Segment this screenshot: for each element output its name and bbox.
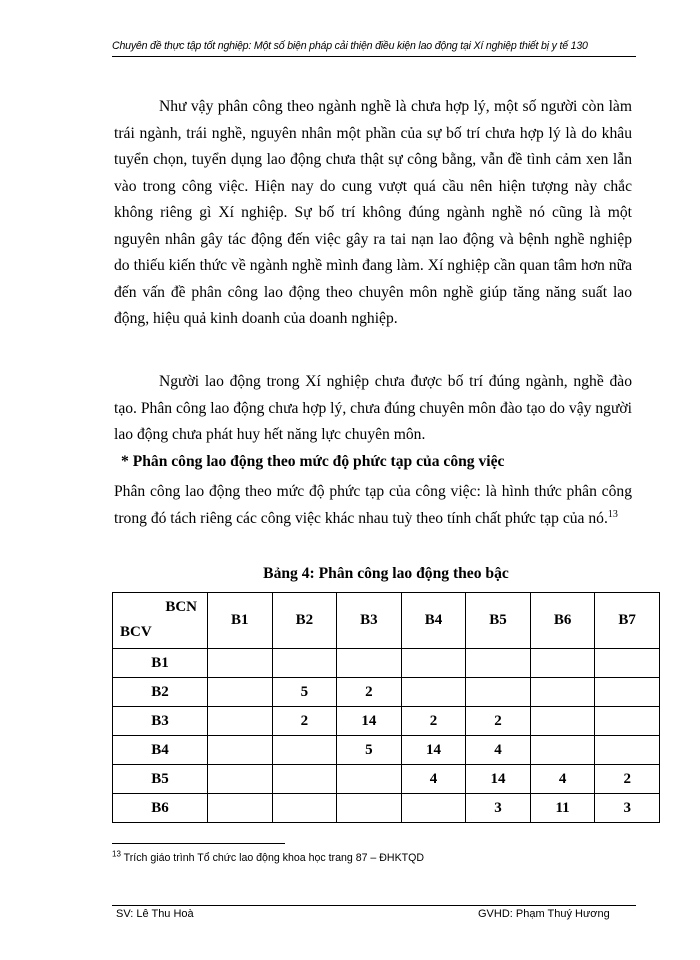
table-cell (272, 649, 337, 678)
paragraph-3-text: Phân công lao động theo mức độ phức tạp của công việc: là hình thức phân công trong đó tách riêng các công việc khác nhau tuỳ theo tính chất phức tạp của nó. (114, 483, 632, 527)
table-cell: 2 (401, 707, 466, 736)
table-cell: 11 (530, 794, 595, 823)
table-cell: 14 (337, 707, 402, 736)
table-cell: 4 (401, 765, 466, 794)
table-cell (208, 765, 273, 794)
row-header: B5 (113, 765, 208, 794)
row-header: B3 (113, 707, 208, 736)
table-cell (466, 649, 531, 678)
column-header: B3 (337, 593, 402, 649)
table-cell (595, 678, 660, 707)
corner-label-bcn: BCN (165, 599, 197, 615)
table-cell (272, 765, 337, 794)
column-header: B5 (466, 593, 531, 649)
paragraph-3 (114, 479, 632, 532)
table-cell (595, 649, 660, 678)
column-header: B6 (530, 593, 595, 649)
footer-student: SV: Lê Thu Hoà (116, 908, 194, 920)
table-cell: 14 (401, 736, 466, 765)
table-cell (337, 794, 402, 823)
table-row (113, 678, 660, 707)
footnote-text: Trích giáo trình Tổ chức lao động khoa học trang 87 – ĐHKTQD (120, 852, 424, 864)
table-caption: Bảng 4: Phân công lao động theo bậc (263, 565, 509, 582)
footnote-reference[interactable]: 13 (607, 508, 618, 520)
table-cell: 2 (337, 678, 402, 707)
table-cell: 2 (272, 707, 337, 736)
labor-grade-table (112, 592, 660, 823)
table-cell (530, 736, 595, 765)
table-cell: 4 (530, 765, 595, 794)
column-header: B7 (595, 593, 660, 649)
section-subheading: * Phân công lao động theo mức độ phức tạp của công việc (121, 453, 505, 470)
table-cell: 4 (466, 736, 531, 765)
row-header: B2 (113, 678, 208, 707)
column-header: B1 (208, 593, 273, 649)
table-row (113, 794, 660, 823)
footnote-number: 13 (112, 849, 121, 859)
footer-rule (112, 905, 636, 906)
row-header: B1 (113, 649, 208, 678)
table-cell: 2 (466, 707, 531, 736)
table-cell (208, 678, 273, 707)
footnote (112, 849, 424, 864)
table-cell (530, 707, 595, 736)
running-header: Chuyên đề thực tập tốt nghiệp: Một số biện pháp cải thiện điều kiện lao động tại Xí nghiệp thiết bị y tế 130 (112, 40, 588, 52)
table-cell (272, 736, 337, 765)
table-cell (401, 794, 466, 823)
table-cell (208, 707, 273, 736)
footnote-rule (112, 843, 285, 844)
corner-label-bcv: BCV (120, 624, 152, 640)
table-cell (272, 794, 337, 823)
footer-advisor: GVHD: Phạm Thuý Hương (478, 908, 610, 920)
paragraph-2: Người lao động trong Xí nghiệp chưa được bố trí đúng ngành, nghề đào tạo. Phân công lao động chưa hợp lý, chưa đúng chuyên môn đào tạo do vậy người lao động chưa phát huy hết năng lực chuyên môn. (114, 373, 632, 443)
table-cell (466, 678, 531, 707)
table-row (113, 765, 660, 794)
table-cell: 3 (466, 794, 531, 823)
column-header: B4 (401, 593, 466, 649)
table-row (113, 707, 660, 736)
table-header-row (113, 593, 660, 649)
row-header: B6 (113, 794, 208, 823)
table-cell (401, 649, 466, 678)
table-cell (530, 649, 595, 678)
table-cell (208, 736, 273, 765)
table-row (113, 649, 660, 678)
paragraph-1: Như vậy phân công theo ngành nghề là chưa hợp lý, một số người còn làm trái ngành, trái nghề, nguyên nhân một phần của sự bố trí chưa hợp lý là do khâu tuyển chọn, tuyển dụng lao động chưa thật sự công bằng, vẫn đề tình cảm xen lẫn vào trong công việc. Hiện nay do cung vượt quá cầu nên hiện tượng này chắc không riêng gì Xí nghiệp. Sự bố trí không đúng ngành nghề nó cũng là một nguyên nhân gây tác động đến việc gây ra tai nạn lao động và bệnh nghề nghiệp do thiếu kiến thức về ngành nghề mình đang làm. Xí nghiệp cần quan tâm hơn nữa đến vấn đề phân công lao động theo chuyên môn nghề giúp tăng năng suất lao động, hiệu quả kinh doanh của doanh nghiệp. (114, 98, 632, 327)
table-cell: 3 (595, 794, 660, 823)
table-cell (595, 707, 660, 736)
column-header: B2 (272, 593, 337, 649)
table-corner-cell (113, 593, 208, 649)
table-cell: 2 (595, 765, 660, 794)
row-header: B4 (113, 736, 208, 765)
table-cell (595, 736, 660, 765)
table-cell (401, 678, 466, 707)
table-row (113, 736, 660, 765)
table-cell (208, 649, 273, 678)
table-cell (530, 678, 595, 707)
table-cell (337, 765, 402, 794)
header-rule (112, 56, 636, 57)
table-cell: 14 (466, 765, 531, 794)
table-cell: 5 (272, 678, 337, 707)
table-cell (337, 649, 402, 678)
table-cell: 5 (337, 736, 402, 765)
table-cell (208, 794, 273, 823)
